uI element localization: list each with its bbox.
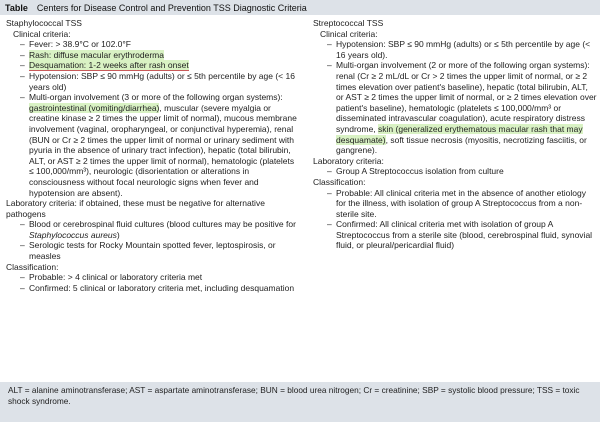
staph-lab-heading: Laboratory criteria: if obtained, these must be negative for alternative pathogens [6,198,265,219]
table-footnote: ALT = alanine aminotransferase; AST = aspartate aminotransferase; BUN = blood urea nitrogen; Cr = creatinine; SBP = systolic blood pressure; TSS = toxic shock syndrome. [0,382,600,422]
strep-heading: Streptococcal TSS [313,18,384,28]
strep-lab-item: – Group A Streptococcus isolation from culture [327,166,597,177]
staph-lab-blood-organism: Staphylococcus aureus [29,229,117,240]
staph-confirmed: – Confirmed: 5 clinical or laboratory criteria met, including desquamation [20,283,301,294]
staph-hypotension: – Hypotension: SBP ≤ 90 mmHg (adults) or ≤ 5th percentile by age (< 16 years old) [20,71,301,92]
table-title: Centers for Disease Control and Prevention TSS Diagnostic Criteria [36,2,307,13]
staph-multiorgan-post: , muscular (severe myalgia or creatine kinase ≥ 2 times the upper limit of normal), mucous membrane involvement (vaginal, oropharyngeal, or conjunctival hyperemia), renal (BUN or Cr ≥ 2 times the upper limit of normal or urinary sediment with pyuria in the absence of urinary tract infection), hepatic (total bilirubin, ALT, or AST ≥ 2 times the upper limit of normal), hematologic (platelets ≤ 100,000/mm³), neurologic (disorientation or alterations in consciousness without focal neurologic signs when fever and hypotension are absent). [29,102,297,198]
strep-class-heading: Classification: [313,176,366,187]
strep-column [313,18,597,251]
staph-multiorgan [20,92,301,198]
strep-multiorgan [327,60,597,155]
staph-lab-blood [20,219,301,240]
staph-class-heading: Classification: [6,261,59,272]
strep-multiorgan-pre: Multi-organ involvement (2 or more of the following organ systems): renal (Cr ≥ 2 mL/dL or Cr > 2 times the upper limit of normal, or ≥ 2 times elevation over patient's baseline), hepatic (total bilirubin, ALT, or AST ≥ 2 times the upper limit of normal, or ≥ 2 times elevation over patient's baseline), hematologic (platelets ≤ 100,000/mm³ or disseminated intravascular coagulation), acute respiratory distress syndrome, [336,60,597,134]
strep-hypotension: – Hypotension: SBP ≤ 90 mmHg (adults) or ≤ 5th percentile by age (< 16 years old). [327,39,597,60]
staph-column [6,18,301,293]
staph-desquamation-item [20,60,301,71]
strep-multiorgan-highlight: skin (generalized erythematous macular rash that may desquamate) [336,123,583,145]
table-label: Table [5,2,28,13]
staph-lab-serologic: – Serologic tests for Rocky Mountain spotted fever, leptospirosis, or measles [20,240,301,261]
staph-rash: Rash: diffuse macular erythroderma [29,49,164,60]
staph-clinical-heading: Clinical criteria: [13,28,71,39]
staph-desquamation: Desquamation: 1-2 weeks after rash onset [29,60,189,71]
staph-lab-blood-pre: Blood or cerebrospinal fluid cultures (blood cultures may be positive for [29,219,296,230]
strep-probable: – Probable: All clinical criteria met in the absence of another etiology for the illness, with isolation of group A Streptococcus from a non-sterile site. [327,188,597,220]
staph-rash-item [20,50,301,61]
strep-clinical-heading: Clinical criteria: [320,28,378,39]
staph-multiorgan-highlight: gastrointestinal (vomiting/diarrhea) [29,102,160,113]
staph-heading: Staphylococcal TSS [6,18,82,28]
staph-lab-blood-post: ) [116,229,120,240]
staph-probable: – Probable: > 4 clinical or laboratory criteria met [20,272,301,283]
staph-multiorgan-pre: Multi-organ involvement (3 or more of the following organ systems): [29,92,283,103]
table-title-bar [0,0,600,15]
strep-confirmed: – Confirmed: All clinical criteria met with isolation of group A Streptococcus from a sterile site (blood, cerebrospinal fluid, synovial fluid, or pleural/pericardial fluid) [327,219,597,251]
staph-fever: – Fever: > 38.9°C or 102.0°F [20,39,301,50]
strep-lab-heading: Laboratory criteria: [313,155,384,166]
strep-multiorgan-post: , soft tissue necrosis (myositis, necrotizing fasciitis, or gangrene). [336,134,587,156]
